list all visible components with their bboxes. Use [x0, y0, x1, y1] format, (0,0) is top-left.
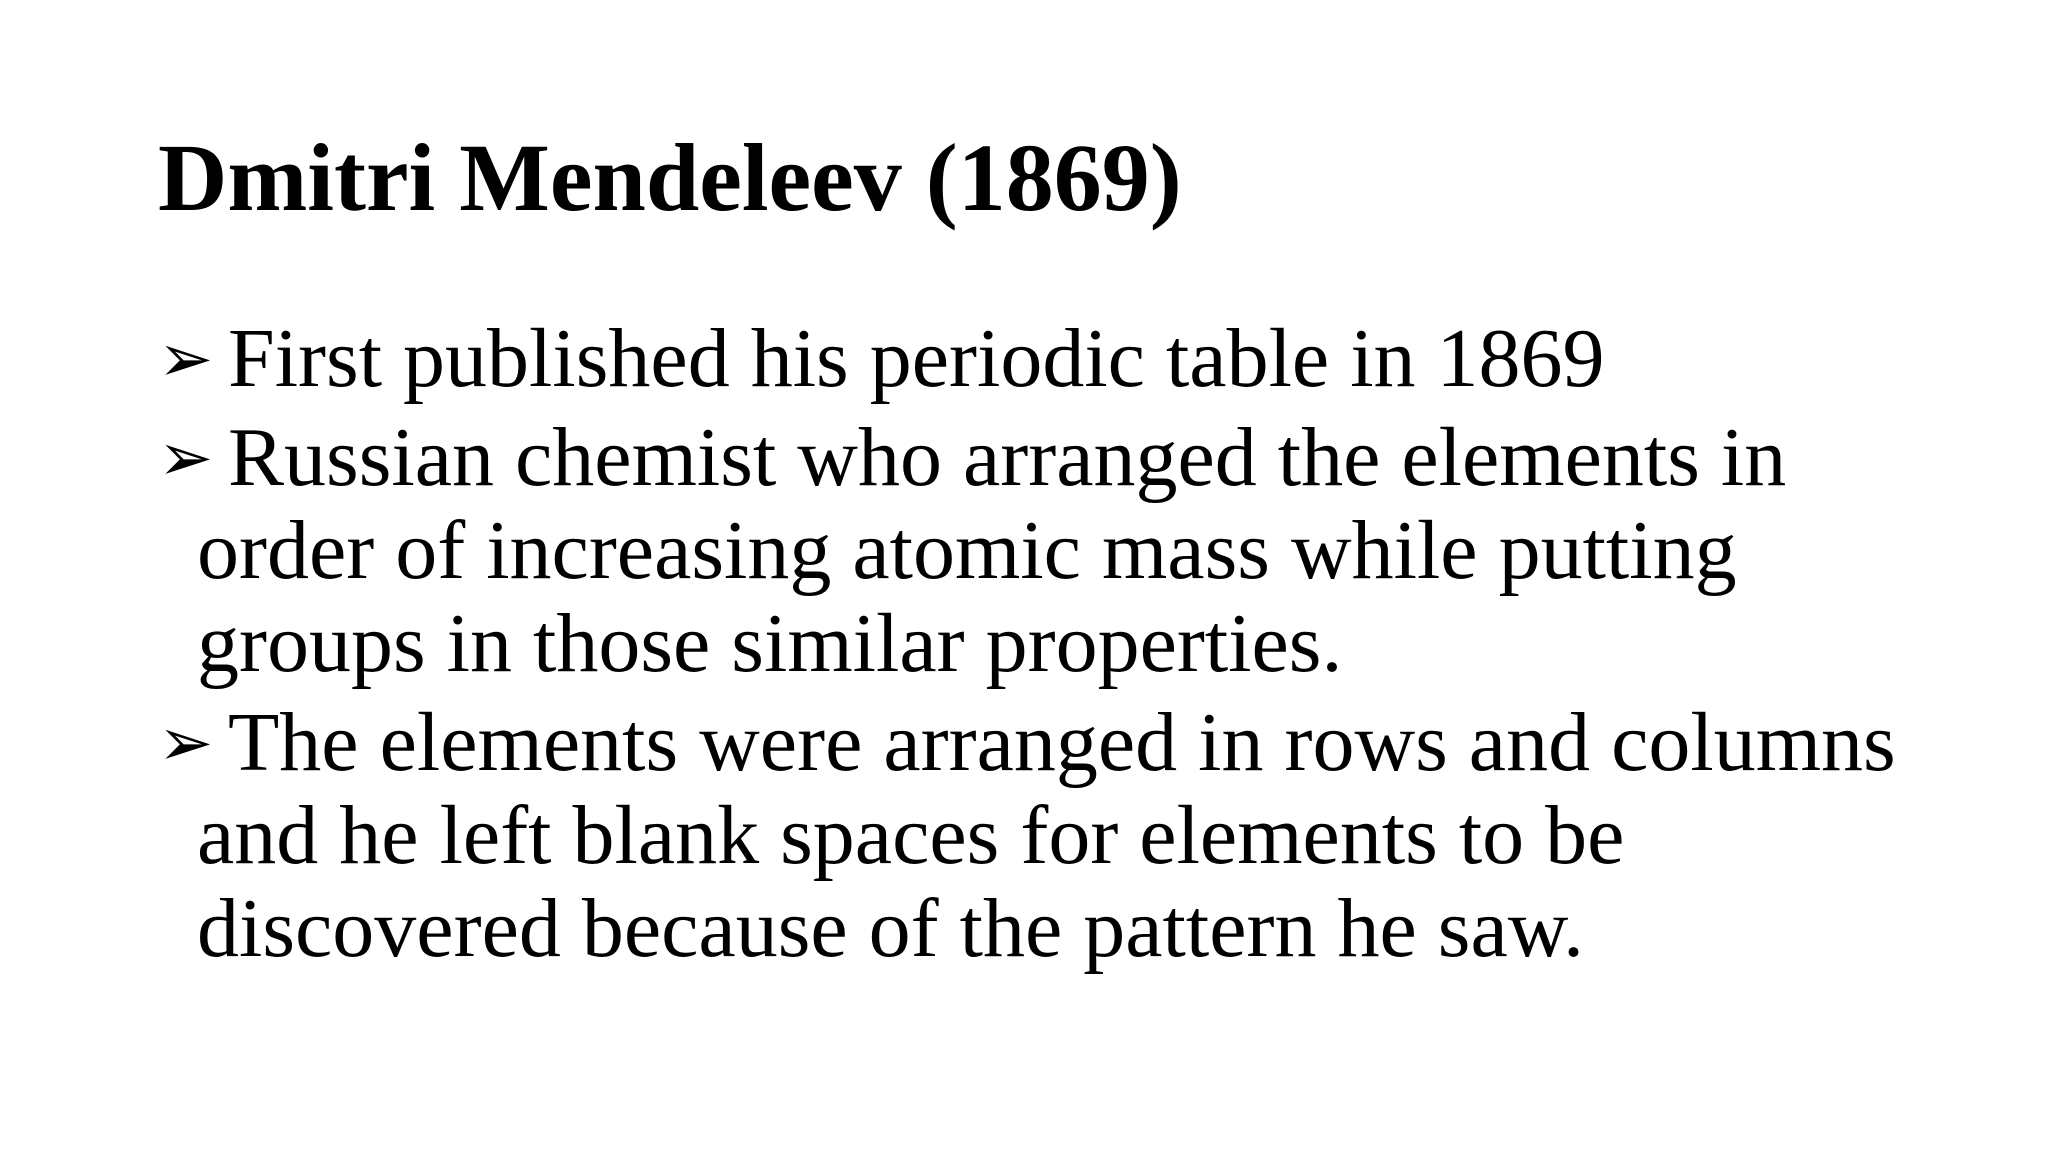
- arrowhead-bullet-icon: ➢: [158, 419, 214, 496]
- bullet-list: [158, 312, 1918, 981]
- bullet-text: The elements were arranged in rows and columns and he left blank spaces for elements to be discovered because of the pattern he saw.: [197, 696, 1896, 975]
- bullet-text: Russian chemist who arranged the elements in order of increasing atomic mass while putting groups in those similar properties.: [197, 411, 1787, 690]
- list-item: [158, 411, 1918, 690]
- list-item: [158, 696, 1918, 975]
- arrowhead-bullet-icon: ➢: [158, 320, 214, 397]
- list-item: [158, 312, 1918, 405]
- slide-title: Dmitri Mendeleev (1869): [158, 124, 1182, 231]
- arrowhead-bullet-icon: ➢: [158, 704, 214, 781]
- bullet-text: First published his periodic table in 1869: [228, 312, 1605, 405]
